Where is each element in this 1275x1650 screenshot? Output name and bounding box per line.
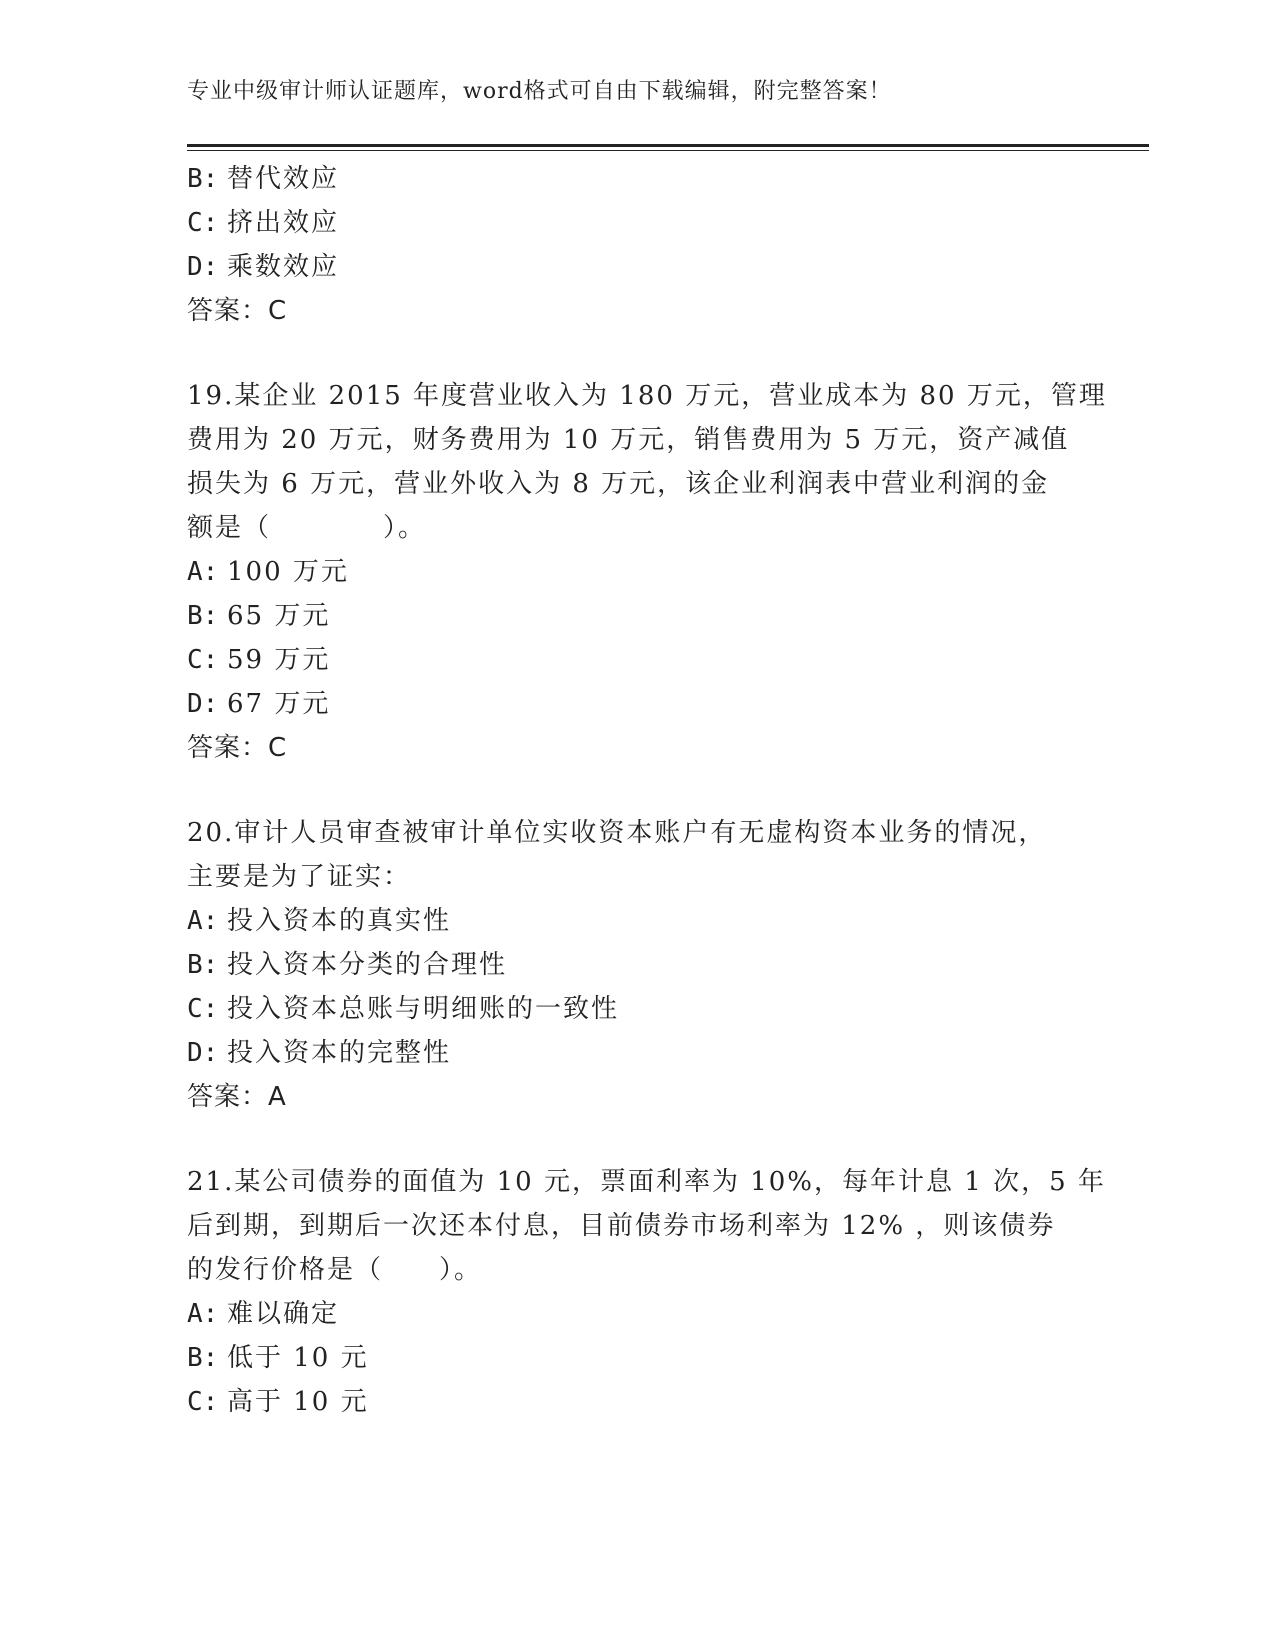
q19-option-b — [187, 595, 330, 632]
option-text: 低于 10 元 — [227, 1343, 369, 1373]
q20-option-b — [187, 944, 507, 981]
header-rule-thick — [187, 144, 1149, 147]
q21-option-a — [187, 1293, 339, 1330]
option-key: A: — [187, 906, 219, 936]
q19-option-d — [187, 683, 330, 720]
option-text: 100 万元 — [227, 557, 349, 587]
option-text: 投入资本的真实性 — [227, 906, 452, 936]
q21-stem-line-2: 后到期，到期后一次还本付息，目前债券市场利率为 12% ，则该债券 — [187, 1211, 1056, 1241]
q19-answer: 答案：C — [187, 733, 288, 763]
q18-option-d — [187, 246, 339, 283]
q20-option-d — [187, 1032, 451, 1069]
option-key: A: — [187, 557, 219, 587]
q18-option-b — [187, 158, 339, 195]
option-key: C: — [187, 994, 219, 1024]
option-key: B: — [187, 164, 219, 194]
option-text: 投入资本总账与明细账的一致性 — [227, 994, 620, 1024]
option-text: 65 万元 — [227, 601, 331, 631]
q19-option-a — [187, 551, 349, 588]
option-key: C: — [187, 1387, 219, 1417]
q20-stem-line-2: 主要是为了证实： — [187, 862, 412, 892]
q18-option-c — [187, 202, 339, 239]
option-key: D: — [187, 252, 219, 282]
q19-stem-line-3: 损失为 6 万元，营业外收入为 8 万元，该企业利润表中营业利润的金 — [187, 469, 1050, 499]
option-text: 挤出效应 — [227, 208, 340, 238]
q21-stem-line-3: 的发行价格是（ ）。 — [187, 1255, 483, 1285]
q19-stem-line-1: 19.某企业 2015 年度营业收入为 180 万元，营业成本为 80 万元，管理 — [187, 381, 1107, 411]
option-text: 难以确定 — [227, 1299, 340, 1329]
q21-option-c — [187, 1381, 369, 1418]
option-key: C: — [187, 208, 219, 238]
option-key: D: — [187, 1038, 219, 1068]
option-key: B: — [187, 601, 219, 631]
q18-answer: 答案：C — [187, 296, 288, 326]
option-text: 投入资本的完整性 — [227, 1038, 452, 1068]
option-text: 高于 10 元 — [227, 1387, 369, 1417]
q21-option-b — [187, 1337, 369, 1374]
option-text: 乘数效应 — [227, 252, 340, 282]
option-key: C: — [187, 645, 219, 675]
option-text: 67 万元 — [227, 689, 331, 719]
option-text: 59 万元 — [227, 645, 331, 675]
page-header-title: 专业中级审计师认证题库，word格式可自由下载编辑，附完整答案！ — [187, 79, 892, 104]
q20-option-a — [187, 900, 451, 937]
q19-option-c — [187, 639, 330, 676]
header-rule-thin — [187, 150, 1149, 151]
option-key: B: — [187, 1343, 219, 1373]
option-key: B: — [187, 950, 219, 980]
option-text: 替代效应 — [227, 164, 340, 194]
q19-stem-line-4: 额是（ ）。 — [187, 513, 427, 543]
q21-stem-line-1: 21.某公司债券的面值为 10 元，票面利率为 10%，每年计息 1 次，5 年 — [187, 1167, 1106, 1197]
q19-stem-line-2: 费用为 20 万元，财务费用为 10 万元，销售费用为 5 万元，资产减值 — [187, 425, 1070, 455]
option-key: A: — [187, 1299, 219, 1329]
q20-stem-line-1: 20.审计人员审查被审计单位实收资本账户有无虚构资本业务的情况， — [187, 818, 1047, 848]
q20-option-c — [187, 988, 619, 1025]
q20-answer: 答案：A — [187, 1082, 287, 1112]
option-key: D: — [187, 689, 219, 719]
option-text: 投入资本分类的合理性 — [227, 950, 508, 980]
